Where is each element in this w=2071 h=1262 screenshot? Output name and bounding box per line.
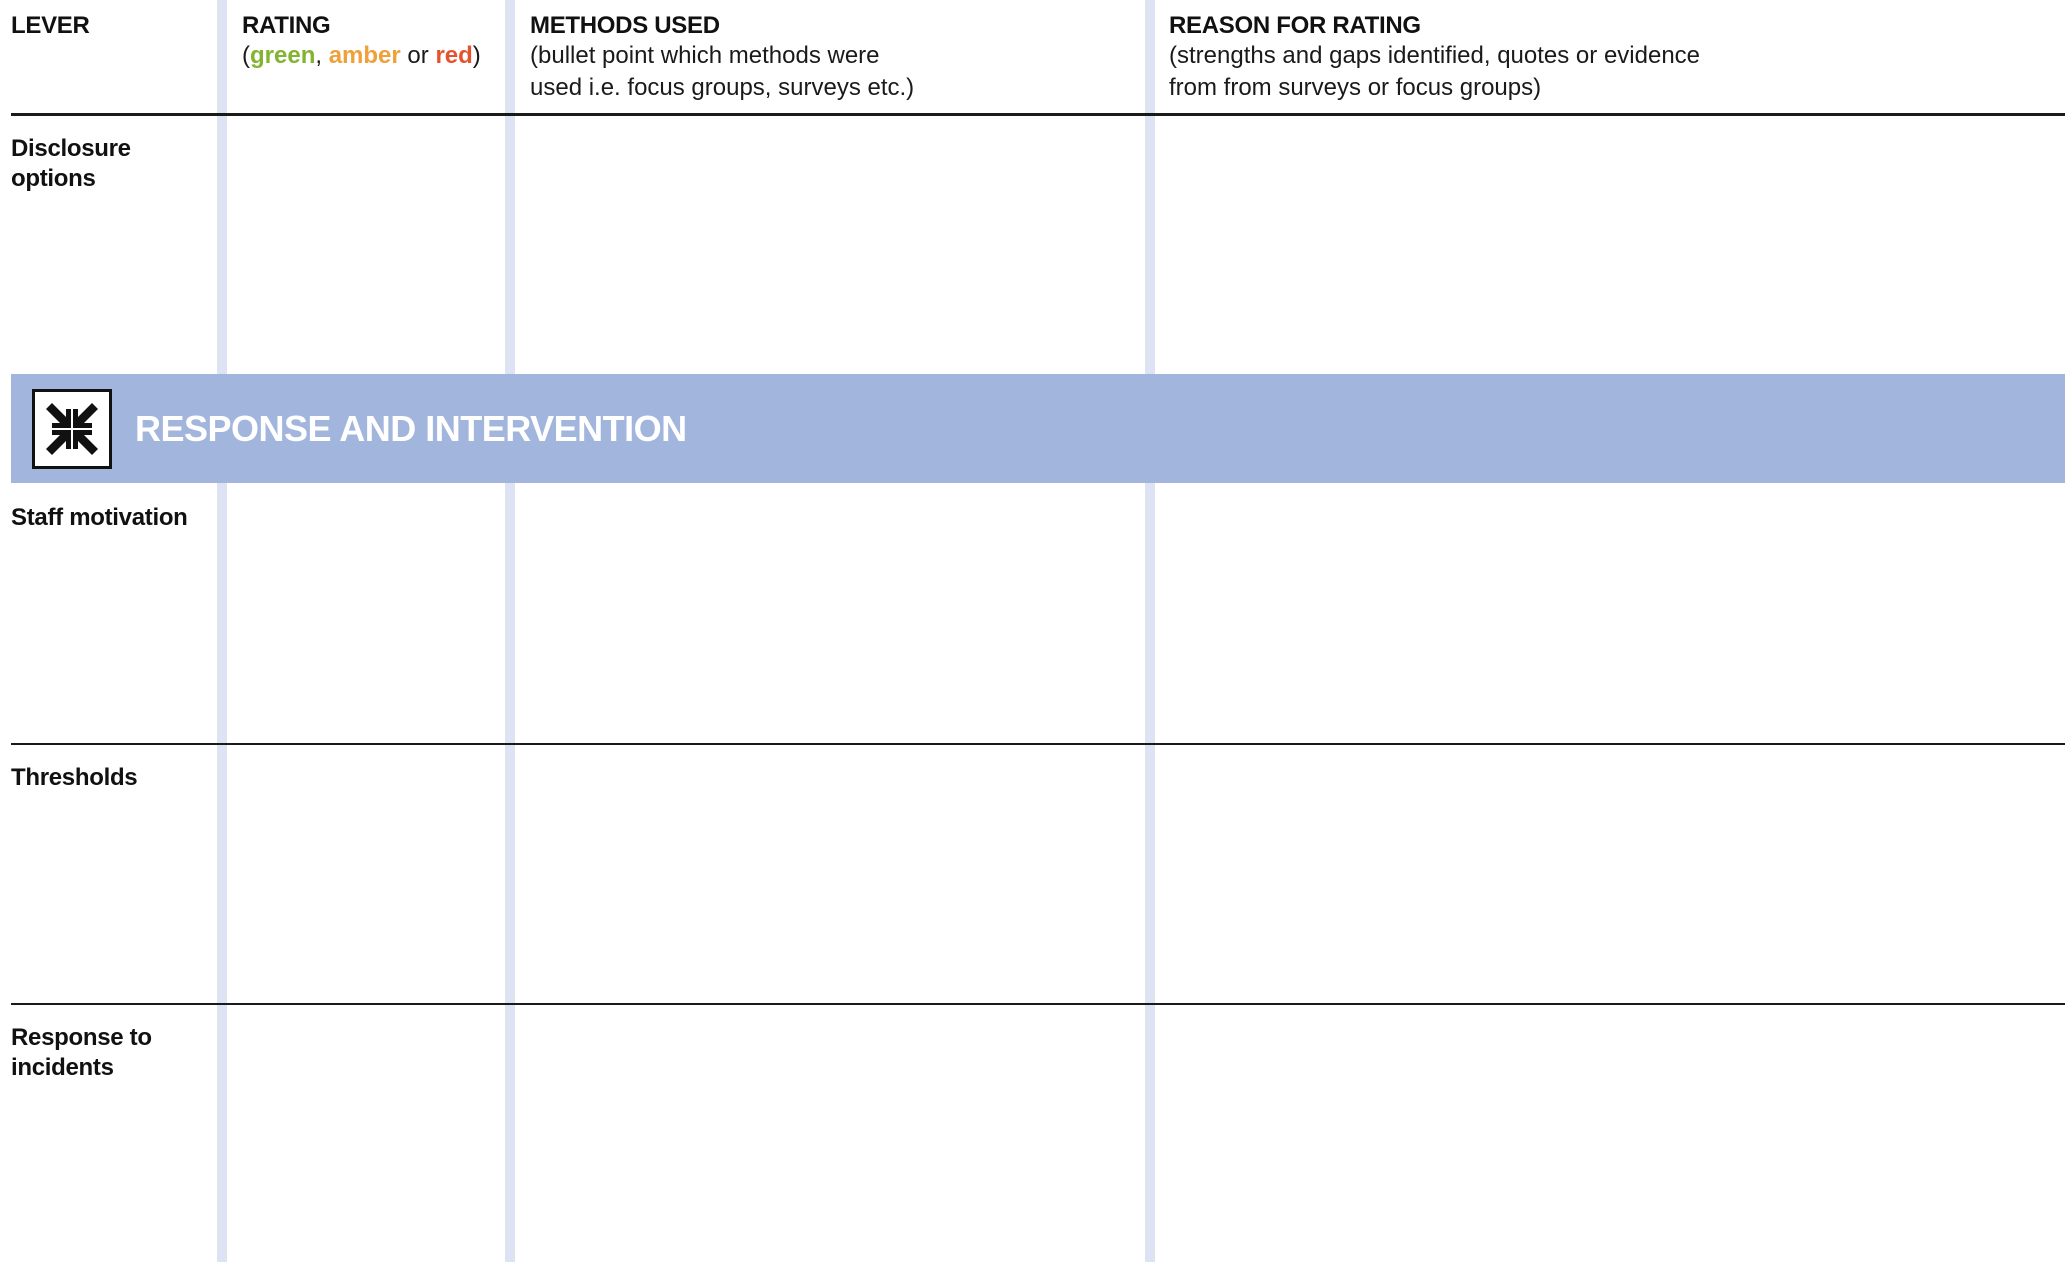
rating-or: or <box>400 42 436 69</box>
rating-amber: amber <box>328 42 401 69</box>
header-rule <box>11 113 2065 116</box>
header-methods <box>530 12 914 104</box>
compress-arrows-icon <box>32 389 112 469</box>
rating-open-paren: ( <box>242 42 250 69</box>
rating-comma: , <box>315 42 329 69</box>
row-label-disclosure-options: Disclosure options <box>11 135 131 192</box>
header-rating <box>242 12 481 72</box>
row-label-thresholds: Thresholds <box>11 764 138 791</box>
row-label-staff-motivation: Staff motivation <box>11 504 188 531</box>
rating-green: green <box>250 42 316 69</box>
rating-red: red <box>435 42 473 69</box>
rating-close-paren: ) <box>472 42 481 69</box>
column-divider-1 <box>217 0 227 1262</box>
row-rule-2 <box>11 1003 2065 1005</box>
column-divider-3 <box>1145 0 1155 1262</box>
header-reason-title: REASON FOR RATING <box>1169 12 1421 39</box>
section-title: RESPONSE AND INTERVENTION <box>135 408 687 449</box>
section-band <box>11 374 2065 483</box>
row-rule-1 <box>11 743 2065 745</box>
header-methods-title: METHODS USED <box>530 12 720 39</box>
rating-legend <box>242 40 481 72</box>
header-lever <box>11 12 90 40</box>
header-reason-description: (strengths and gaps identified, quotes or evidence from from surveys or focus groups) <box>1169 42 1701 101</box>
header-lever-title: LEVER <box>11 12 90 39</box>
row-label-response-to-incidents: Response to incidents <box>11 1024 152 1081</box>
header-rating-title: RATING <box>242 12 331 39</box>
header-methods-description: (bullet point which methods were used i.e. focus groups, surveys etc.) <box>530 42 915 101</box>
column-divider-2 <box>505 0 515 1262</box>
header-reason <box>1169 12 1700 104</box>
